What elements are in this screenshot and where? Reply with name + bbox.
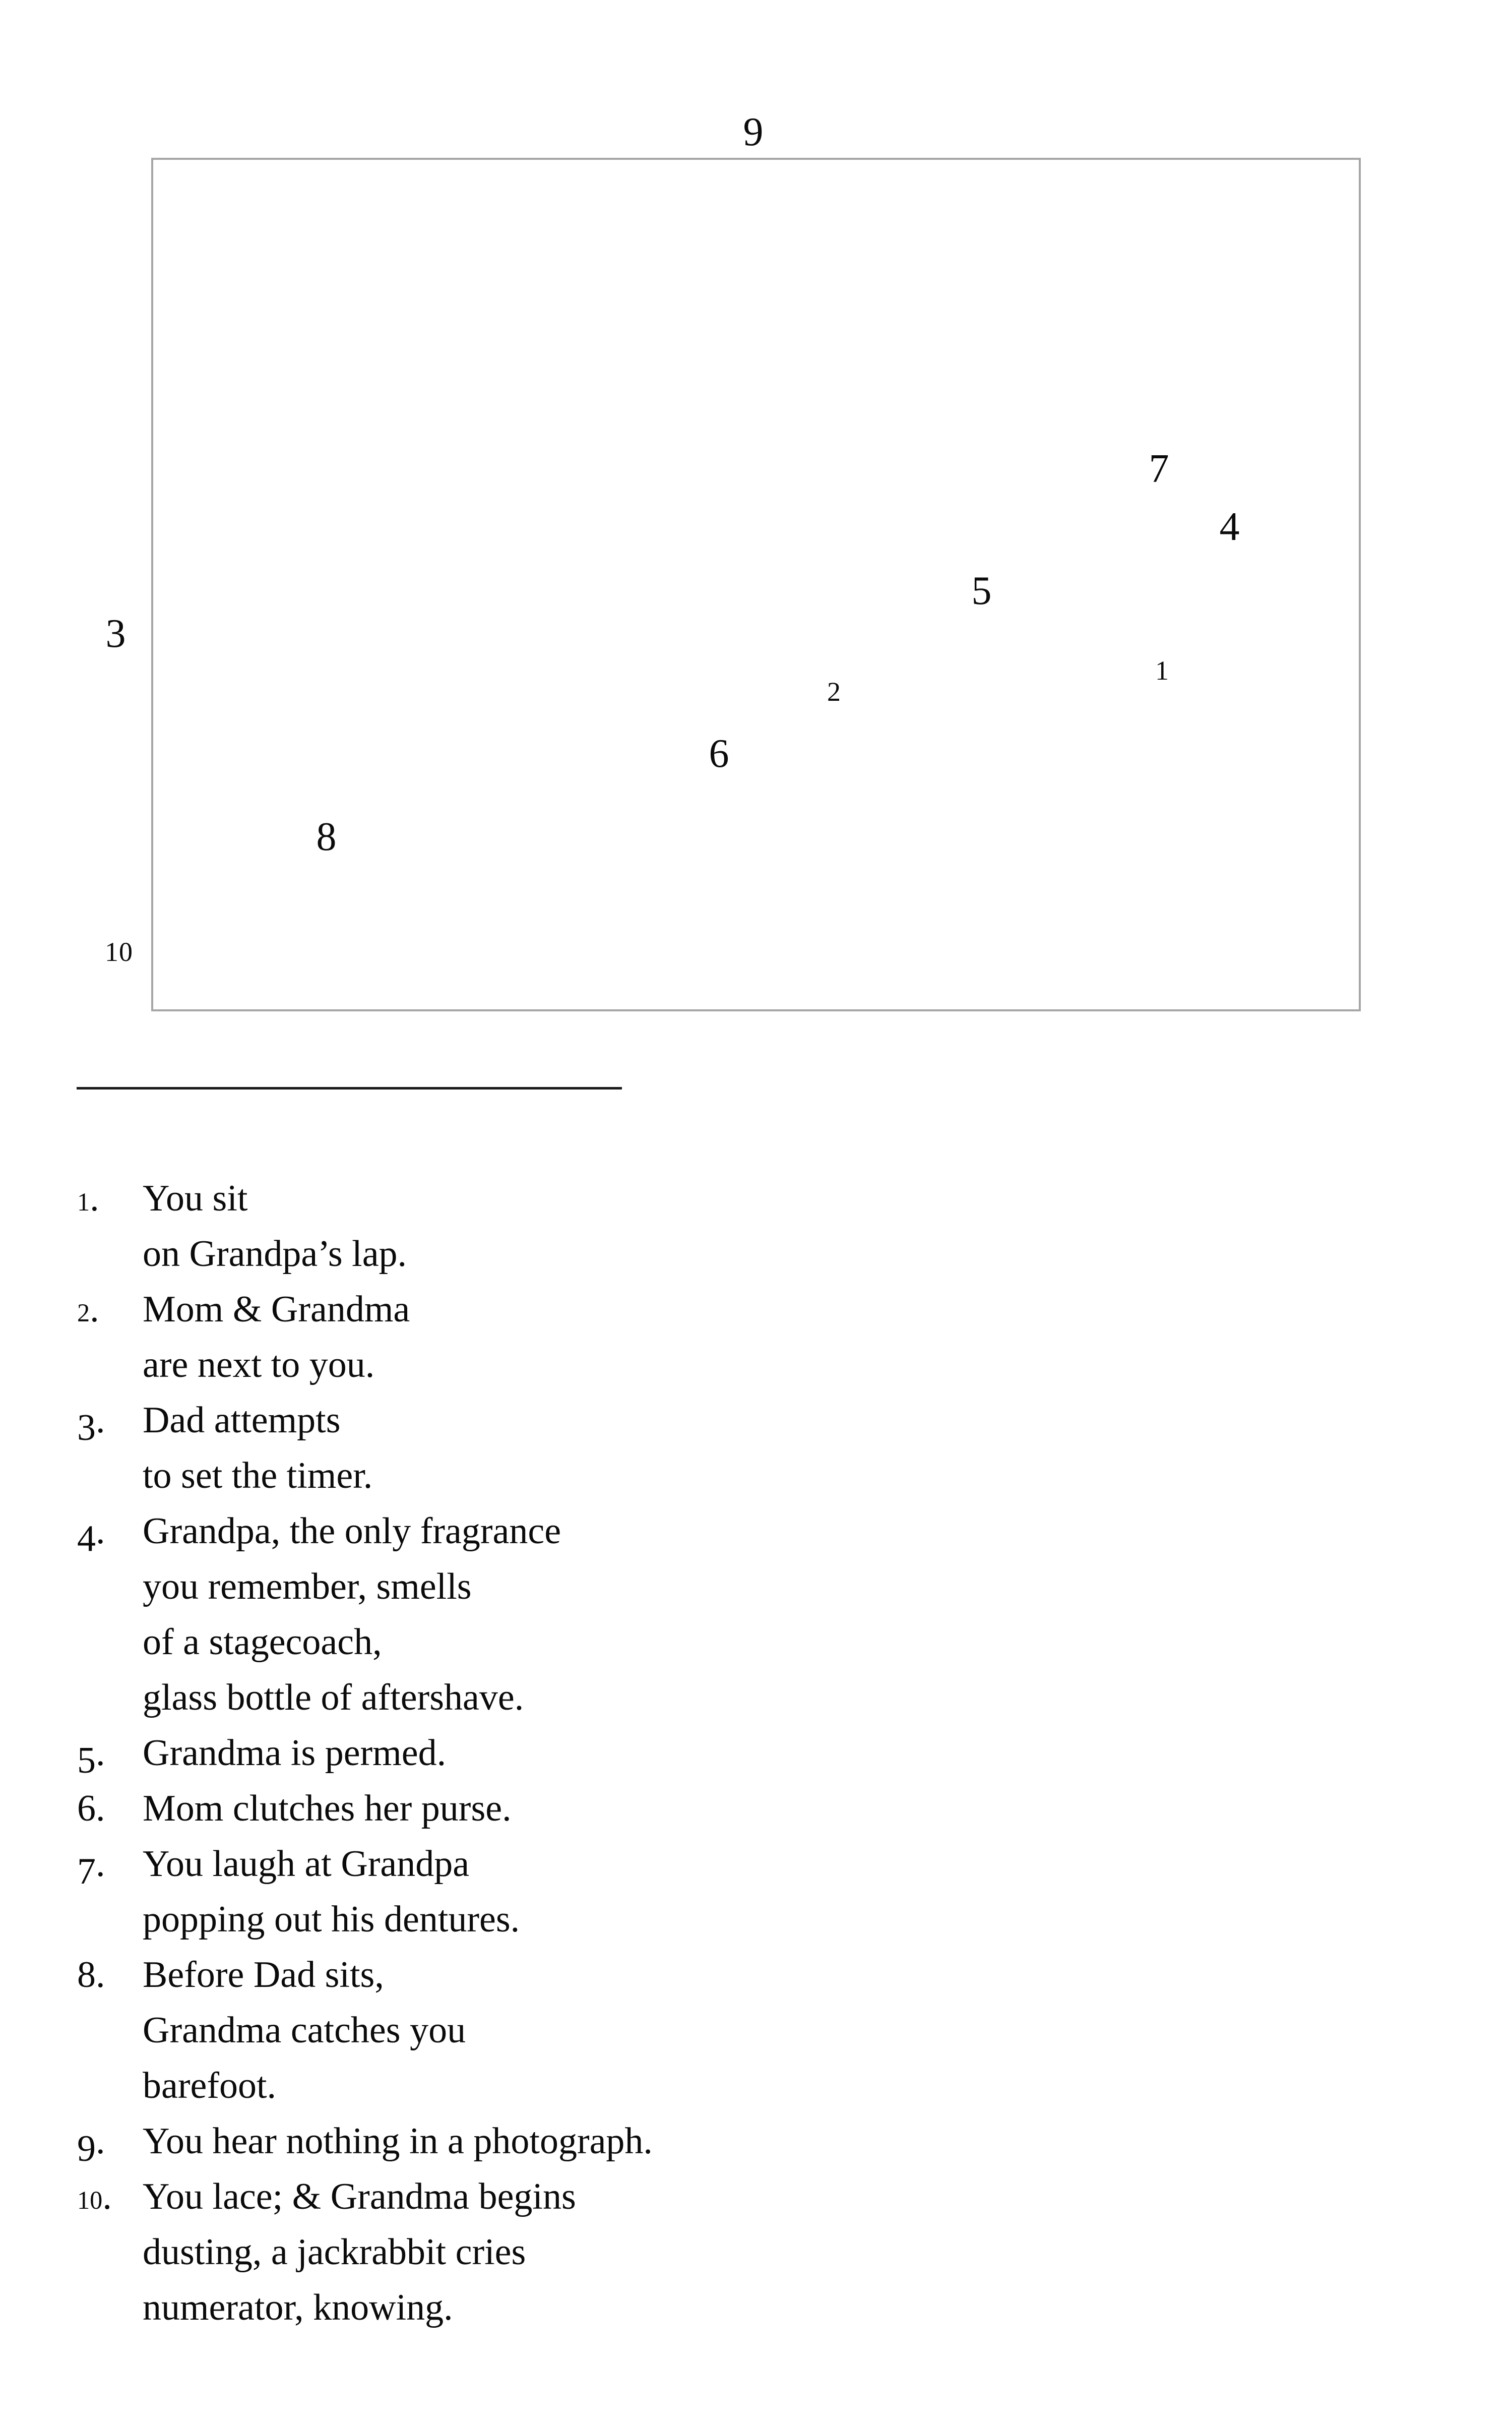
poem-line: Grandma is permed. bbox=[143, 1732, 447, 1774]
item-number-glyph: 0 bbox=[90, 2186, 103, 2214]
poem-line: barefoot. bbox=[143, 2065, 277, 2106]
item-number-glyph: . bbox=[96, 1788, 105, 1829]
list-item bbox=[0, 1947, 1431, 2113]
item-number bbox=[77, 1725, 105, 1781]
list-item bbox=[0, 1725, 1431, 1781]
poem-line: you remember, smells bbox=[143, 1566, 472, 1607]
figure-label-5: 5 bbox=[971, 569, 992, 613]
list-item bbox=[0, 1503, 1431, 1725]
item-number bbox=[77, 1836, 105, 1892]
poem-line: popping out his dentures. bbox=[143, 1899, 520, 1940]
poem-line: You hear nothing in a photograph. bbox=[143, 2121, 653, 2162]
poem-line: Grandma catches you bbox=[143, 2010, 466, 2051]
poem-line: Mom & Grandma bbox=[143, 1289, 410, 1330]
poem-line: of a stagecoach, bbox=[143, 1621, 382, 1663]
item-number bbox=[77, 1781, 105, 1836]
item-number bbox=[77, 2169, 112, 2228]
figure-label-2: 2 bbox=[827, 677, 841, 707]
poem-line: to set the timer. bbox=[143, 1455, 373, 1496]
footnote-rule bbox=[77, 1087, 622, 1090]
item-number-glyph: . bbox=[102, 2176, 112, 2217]
item-number-glyph: 5 bbox=[77, 1739, 96, 1781]
poem-line: You lace; & Grandma begins bbox=[143, 2176, 576, 2217]
list-item bbox=[0, 1836, 1431, 1947]
poem-line: dusting, a jackrabbit cries bbox=[143, 2231, 526, 2273]
poem-line: are next to you. bbox=[143, 1344, 375, 1385]
figure-label-3: 3 bbox=[105, 612, 127, 656]
item-number-glyph: . bbox=[96, 2121, 105, 2162]
list-item bbox=[0, 1781, 1431, 1836]
item-number-glyph: 3 bbox=[77, 1407, 96, 1448]
list-item bbox=[0, 2113, 1431, 2169]
poem-line: glass bottle of aftershave. bbox=[143, 1677, 524, 1718]
figure-label-7: 7 bbox=[1149, 447, 1170, 491]
poem-line: Grandpa, the only fragrance bbox=[143, 1510, 561, 1552]
item-number-glyph: . bbox=[96, 1954, 105, 1995]
item-number-glyph: . bbox=[90, 1289, 99, 1330]
item-number-glyph: . bbox=[90, 1178, 99, 1219]
item-number bbox=[77, 2113, 105, 2169]
item-number-glyph: 1 bbox=[77, 2186, 90, 2214]
item-number-glyph: . bbox=[96, 1732, 105, 1774]
figure-label-1: 1 bbox=[1155, 655, 1169, 686]
figure-label-9: 9 bbox=[743, 110, 764, 154]
item-number-glyph: 6 bbox=[77, 1788, 96, 1829]
list-item bbox=[0, 1282, 1431, 1393]
item-number-glyph: 7 bbox=[77, 1850, 96, 1892]
item-number bbox=[77, 1171, 99, 1230]
poem-line: numerator, knowing. bbox=[143, 2287, 453, 2328]
item-number-glyph: 1 bbox=[77, 1188, 90, 1216]
footnote-list bbox=[0, 1171, 1431, 2335]
figure-label-4: 4 bbox=[1219, 505, 1240, 549]
poem-line: on Grandpa’s lap. bbox=[143, 1233, 407, 1275]
poem-line: You laugh at Grandpa bbox=[143, 1843, 470, 1885]
item-number-glyph: 2 bbox=[77, 1299, 90, 1327]
list-item bbox=[0, 1171, 1431, 1282]
item-number-glyph: 4 bbox=[77, 1518, 96, 1559]
item-number-glyph: . bbox=[96, 1843, 105, 1885]
item-number-glyph: 8 bbox=[77, 1954, 96, 1995]
poem-line: You sit bbox=[143, 1178, 248, 1219]
item-number bbox=[77, 1393, 105, 1448]
item-number bbox=[77, 1282, 99, 1341]
item-number bbox=[77, 1503, 105, 1559]
figure-label-8: 8 bbox=[316, 815, 337, 859]
figure-label-6: 6 bbox=[709, 732, 730, 776]
figure-label-10: 10 bbox=[105, 937, 133, 967]
poem-line: Mom clutches her purse. bbox=[143, 1788, 512, 1829]
item-number-glyph: . bbox=[96, 1400, 105, 1441]
list-item bbox=[0, 2169, 1431, 2335]
poem-line: Before Dad sits, bbox=[143, 1954, 384, 1995]
item-number bbox=[77, 1947, 105, 2003]
list-item bbox=[0, 1393, 1431, 1503]
poem-line: Dad attempts bbox=[143, 1400, 341, 1441]
item-number-glyph: . bbox=[96, 1510, 105, 1552]
item-number-glyph: 9 bbox=[77, 2128, 96, 2169]
